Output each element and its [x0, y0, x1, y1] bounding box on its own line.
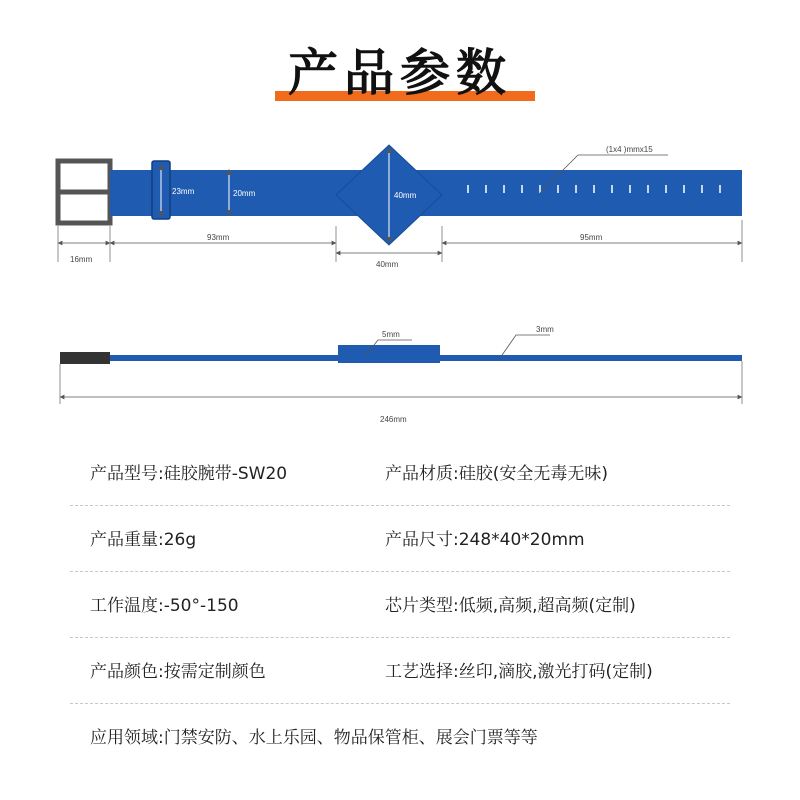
spec-craft: 工艺选择:丝印,滴胶,激光打码(定制) [385, 662, 653, 682]
spec-model: 产品型号:硅胶腕带-SW20 [90, 464, 288, 484]
band-thickness-label: 3mm [536, 325, 554, 334]
side-view [60, 325, 742, 424]
spec-material: 产品材质:硅胶(安全无毒无味) [385, 464, 608, 484]
band-thickness-callout [500, 335, 550, 358]
spec-color: 产品颜色:按需定制颜色 [90, 662, 266, 682]
spec-size: 产品尺寸:248*40*20mm [385, 530, 585, 550]
loop-height-label: 23mm [172, 187, 195, 196]
spec-chip-type: 芯片类型:低频,高频,超高频(定制) [385, 596, 636, 616]
spec-weight: 产品重量:26g [90, 530, 197, 550]
spec-row [70, 704, 730, 769]
right-length-label: 95mm [580, 233, 603, 242]
page-title: 产品参数 [288, 44, 512, 102]
spec-row [70, 506, 730, 572]
tag-thickness-label: 5mm [382, 330, 400, 339]
product-dimension-diagram [0, 130, 800, 440]
left-length-label: 93mm [207, 233, 230, 242]
title-area [0, 36, 800, 116]
tag-width-label: 40mm [376, 260, 399, 269]
side-tag [338, 345, 440, 363]
band-height-label: 20mm [233, 189, 256, 198]
spec-row [70, 572, 730, 638]
buckle-width-label: 16mm [70, 255, 93, 264]
tag-size-label: 40mm [394, 191, 417, 200]
spec-application: 应用领域:门禁安防、水上乐园、物品保管柜、展会门票等等 [90, 728, 538, 748]
side-buckle [60, 352, 110, 364]
top-view [58, 145, 742, 269]
spec-row [70, 440, 730, 506]
spec-row [70, 638, 730, 704]
total-length-label: 246mm [380, 415, 407, 424]
slot-size-label: (1x4 )mmx15 [606, 145, 653, 154]
spec-table [70, 440, 730, 769]
spec-temperature: 工作温度:-50°-150 [90, 596, 239, 616]
